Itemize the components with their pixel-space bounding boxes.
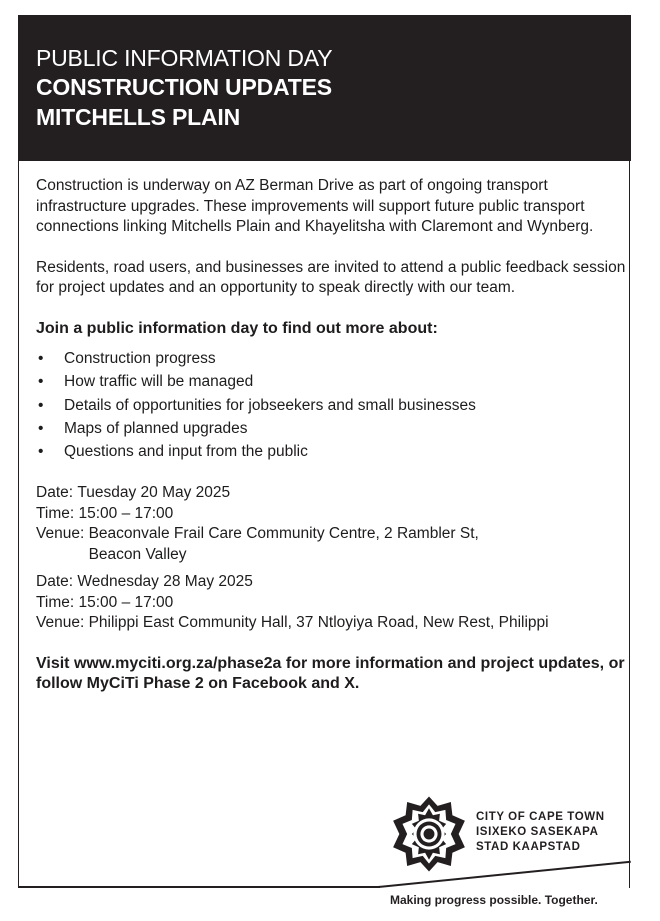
list-item: • Questions and input from the public (36, 440, 632, 463)
city-name-afrikaans: STAD KAAPSTAD (476, 841, 581, 853)
city-logo-icon (390, 795, 468, 873)
banner-title: CONSTRUCTION UPDATES (36, 74, 332, 100)
banner-subtitle: PUBLIC INFORMATION DAY (36, 45, 333, 71)
venue-label: Venue: (36, 525, 89, 543)
bullet-icon: • (38, 419, 44, 437)
city-name-english: CITY OF CAPE TOWN (476, 811, 605, 823)
event-venue: Philippi East Community Hall, 37 Ntloyiya Road, New Rest, Philippi (88, 614, 549, 632)
event-date: Wednesday 28 May 2025 (77, 573, 253, 591)
event-time: 15:00 – 17:00 (78, 593, 174, 611)
title-banner (18, 15, 631, 161)
time-label: Time: (36, 593, 79, 611)
bullet-icon: • (38, 350, 44, 367)
topics-list (36, 347, 632, 463)
intro-paragraph-1: Construction is underway on AZ Berman Drive as part of ongoing transport infrastructure upgrades. These improvements will support future public transport connections linking Mitchells Plain and Khayelitsha with Claremont and Wynberg. (36, 177, 594, 235)
list-item: • Maps of planned upgrades (36, 417, 632, 440)
venue-label: Venue: (36, 614, 89, 632)
banner-location: MITCHELLS PLAIN (36, 104, 240, 130)
bottom-divider (18, 886, 380, 888)
event-2 (36, 572, 632, 634)
visit-message: Visit www.myciti.org.za/phase2a for more information and project updates, or follow MyCiTi Phase 2 on Facebook and X. (36, 654, 625, 693)
date-label: Date: (36, 573, 78, 591)
bullet-icon: • (38, 373, 44, 391)
event-venue: Beaconvale Frail Care Community Centre, 2 Rambler St, Beacon Valley (88, 525, 479, 563)
list-item: • Construction progress (36, 347, 632, 370)
tagline: Making progress possible. Together. (390, 893, 598, 907)
list-item: • How traffic will be managed (36, 370, 632, 393)
poster-body (36, 176, 632, 695)
date-label: Date: (36, 484, 78, 502)
time-label: Time: (36, 504, 79, 522)
event-date: Tuesday 20 May 2025 (77, 484, 231, 502)
bullet-icon: • (38, 443, 44, 461)
city-name-xhosa: ISIXEKO SASEKAPA (476, 826, 599, 838)
event-time: 15:00 – 17:00 (78, 504, 174, 522)
join-heading: Join a public information day to find out more about: (36, 319, 438, 337)
event-1 (36, 483, 632, 565)
bullet-icon: • (38, 396, 44, 414)
intro-paragraph-2: Residents, road users, and businesses are invited to attend a public feedback session for project updates and an opportunity to speak directly with our team. (36, 258, 626, 296)
city-name (476, 810, 605, 855)
list-item: • Details of opportunities for jobseekers and small businesses (36, 394, 632, 417)
event-schedule (36, 483, 632, 634)
